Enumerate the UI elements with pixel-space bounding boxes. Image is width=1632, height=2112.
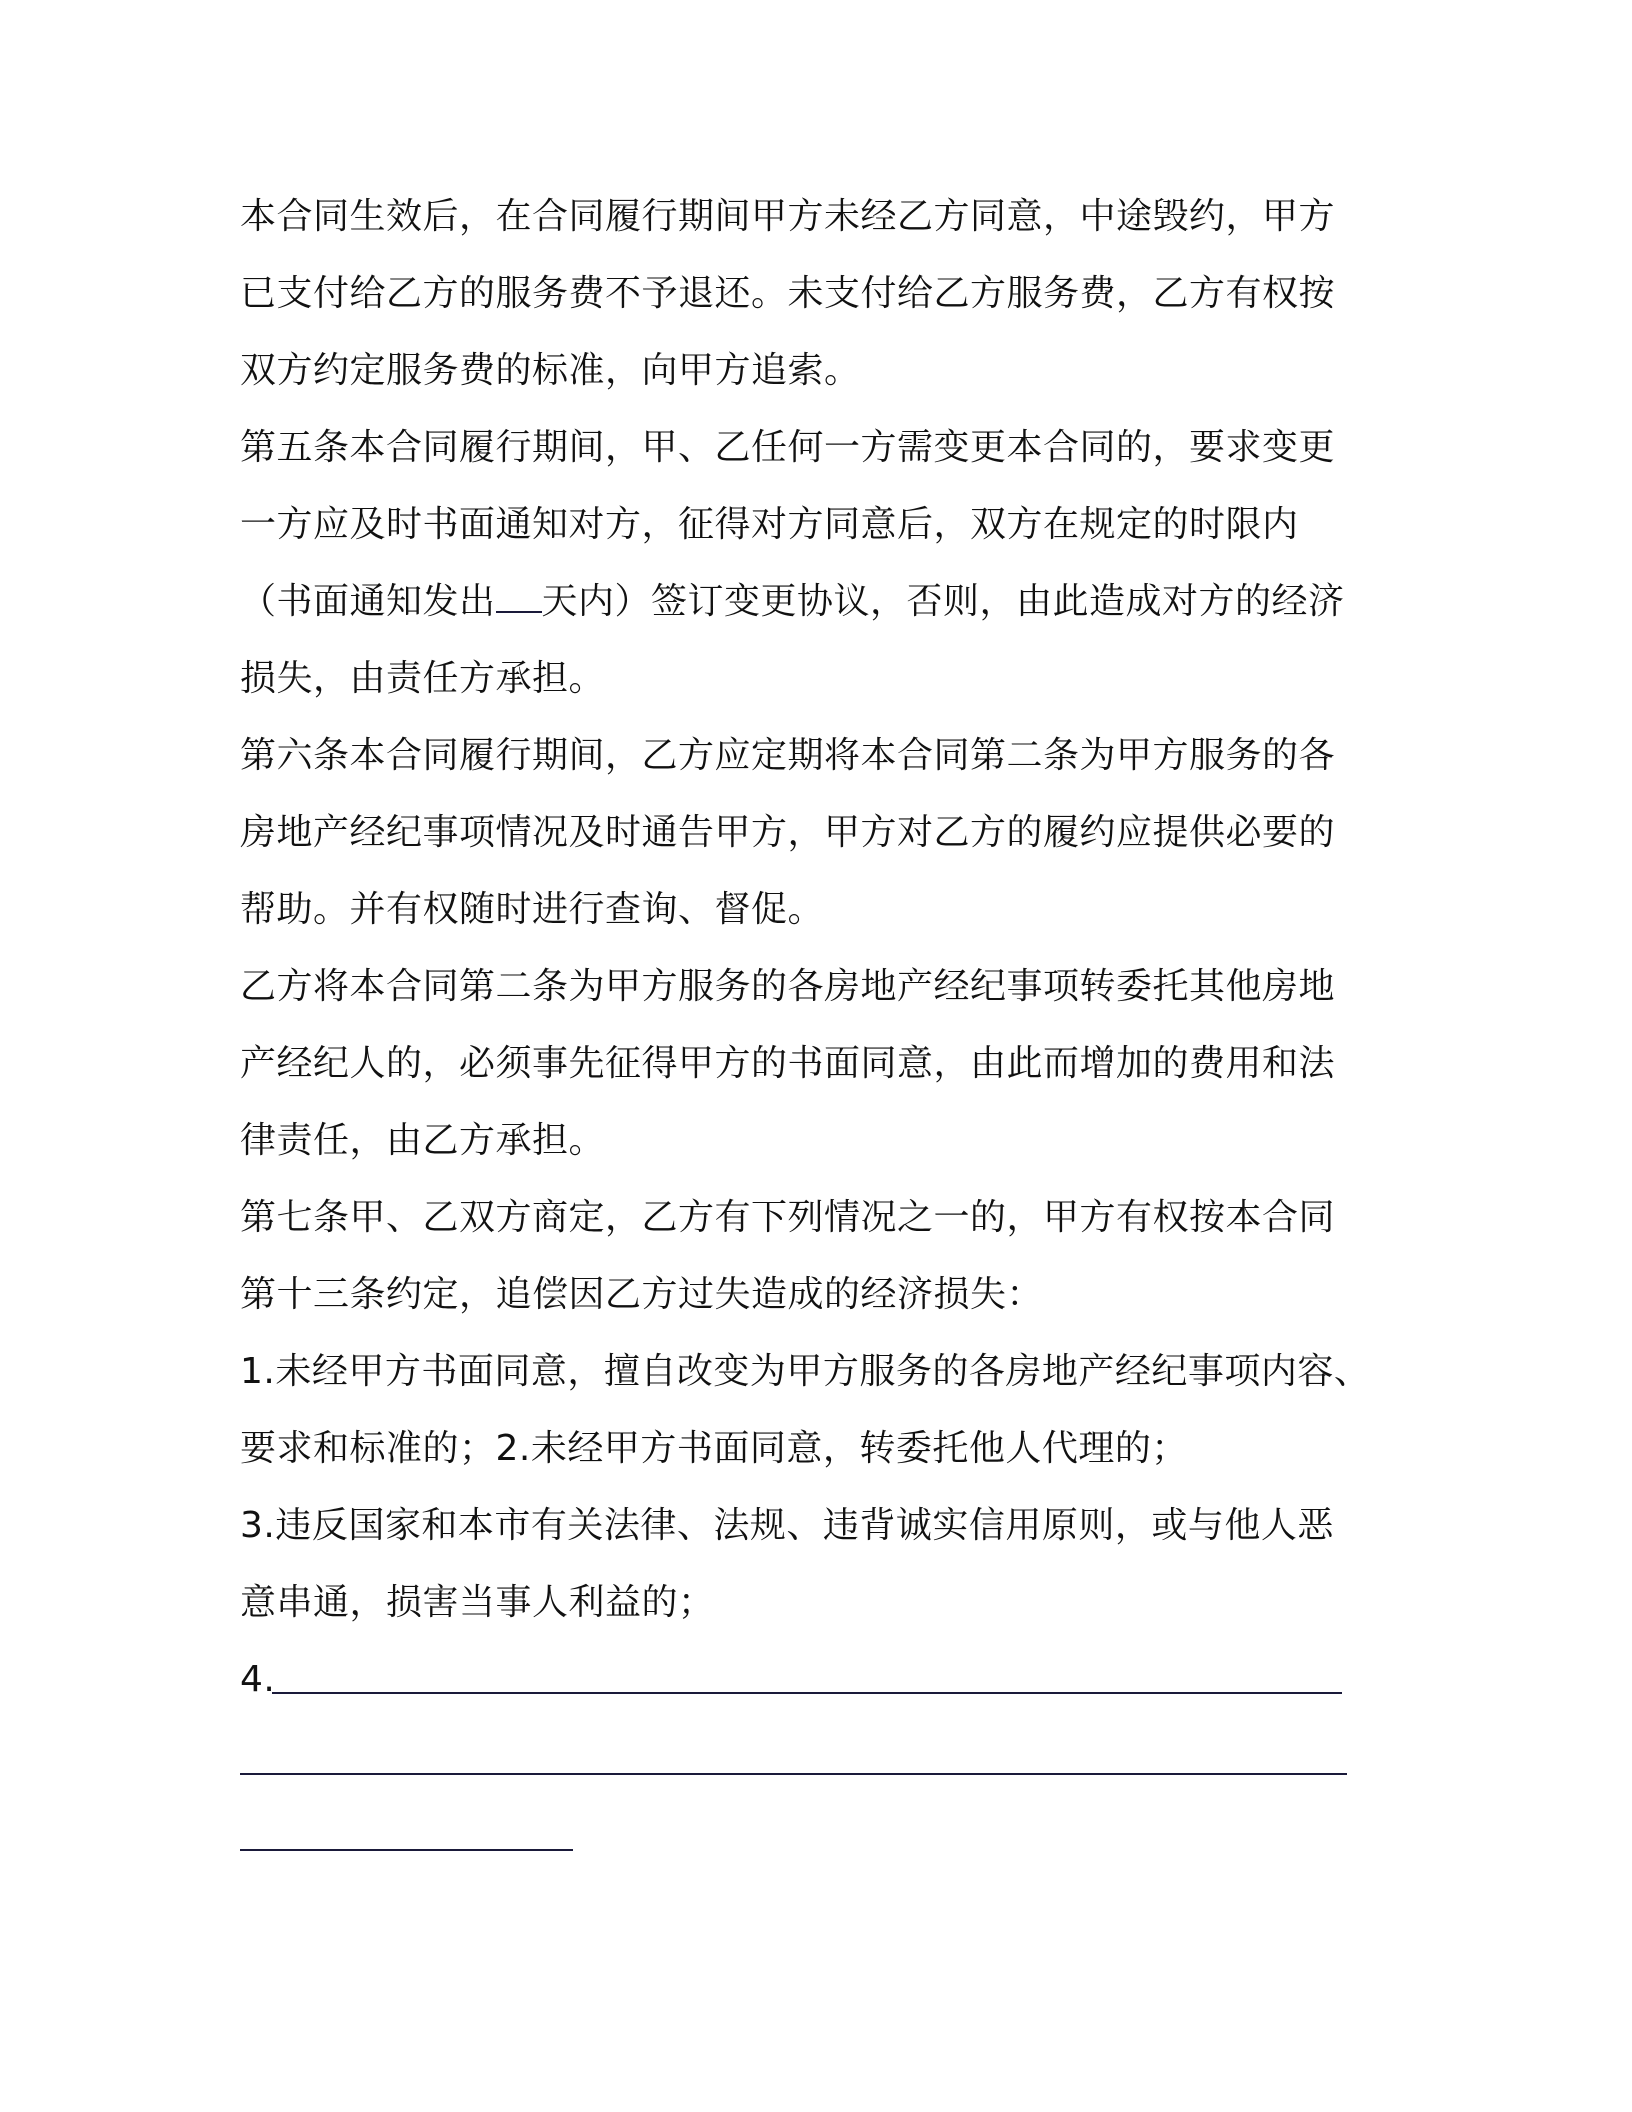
list-item-1: 1.未经甲方书面同意，擅自改变为甲方服务的各房地产经纪事项内容、	[240, 1351, 1371, 1392]
list-item-4-label: 4.	[240, 1659, 276, 1700]
text-line-15: 第十三条约定，追偿因乙方过失造成的经济损失：	[240, 1274, 1044, 1315]
list-item-3: 3.违反国家和本市有关法律、法规、违背诚实信用原则，或与他人恶	[240, 1505, 1334, 1546]
text-line-10: 帮助。并有权随时进行查询、督促。	[240, 889, 825, 930]
text-line-article-6: 第六条本合同履行期间，乙方应定期将本合同第二条为甲方服务的各	[240, 735, 1336, 776]
item-4-blank-line-1	[272, 1692, 1342, 1694]
text-line-article-5: 第五条本合同履行期间，甲、乙任何一方需变更本合同的，要求变更	[240, 427, 1336, 468]
text-line-13: 律责任，由乙方承担。	[240, 1120, 606, 1161]
days-blank-field	[496, 579, 542, 613]
text-line-5: 一方应及时书面通知对方，征得对方同意后，双方在规定的时限内	[240, 504, 1299, 545]
text-line-11: 乙方将本合同第二条为甲方服务的各房地产经纪事项转委托其他房地	[240, 966, 1336, 1007]
text-line-7: 损失，由责任方承担。	[240, 658, 606, 699]
item-4-blank-line-2	[240, 1773, 1347, 1775]
text-fragment-notice: （书面通知发出	[240, 581, 496, 622]
text-line-6	[240, 579, 1345, 625]
text-line-9: 房地产经纪事项情况及时通告甲方，甲方对乙方的履约应提供必要的	[240, 812, 1336, 853]
text-line-article-7: 第七条甲、乙双方商定，乙方有下列情况之一的，甲方有权按本合同	[240, 1197, 1336, 1238]
item-4-blank-line-3	[240, 1849, 573, 1851]
text-line-12: 产经纪人的，必须事先征得甲方的书面同意，由此而增加的费用和法	[240, 1043, 1336, 1084]
list-item-2: 要求和标准的；2.未经甲方书面同意，转委托他人代理的；	[240, 1428, 1188, 1469]
text-line-2: 已支付给乙方的服务费不予退还。未支付给乙方服务费，乙方有权按	[240, 273, 1336, 314]
list-item-3-cont: 意串通，损害当事人利益的；	[240, 1582, 715, 1623]
text-line-3: 双方约定服务费的标准，向甲方追索。	[240, 350, 861, 391]
text-fragment-days: 天内）签订变更协议，否则，由此造成对方的经济	[541, 581, 1345, 622]
text-line-1: 本合同生效后，在合同履行期间甲方未经乙方同意，中途毁约，甲方	[240, 196, 1336, 237]
